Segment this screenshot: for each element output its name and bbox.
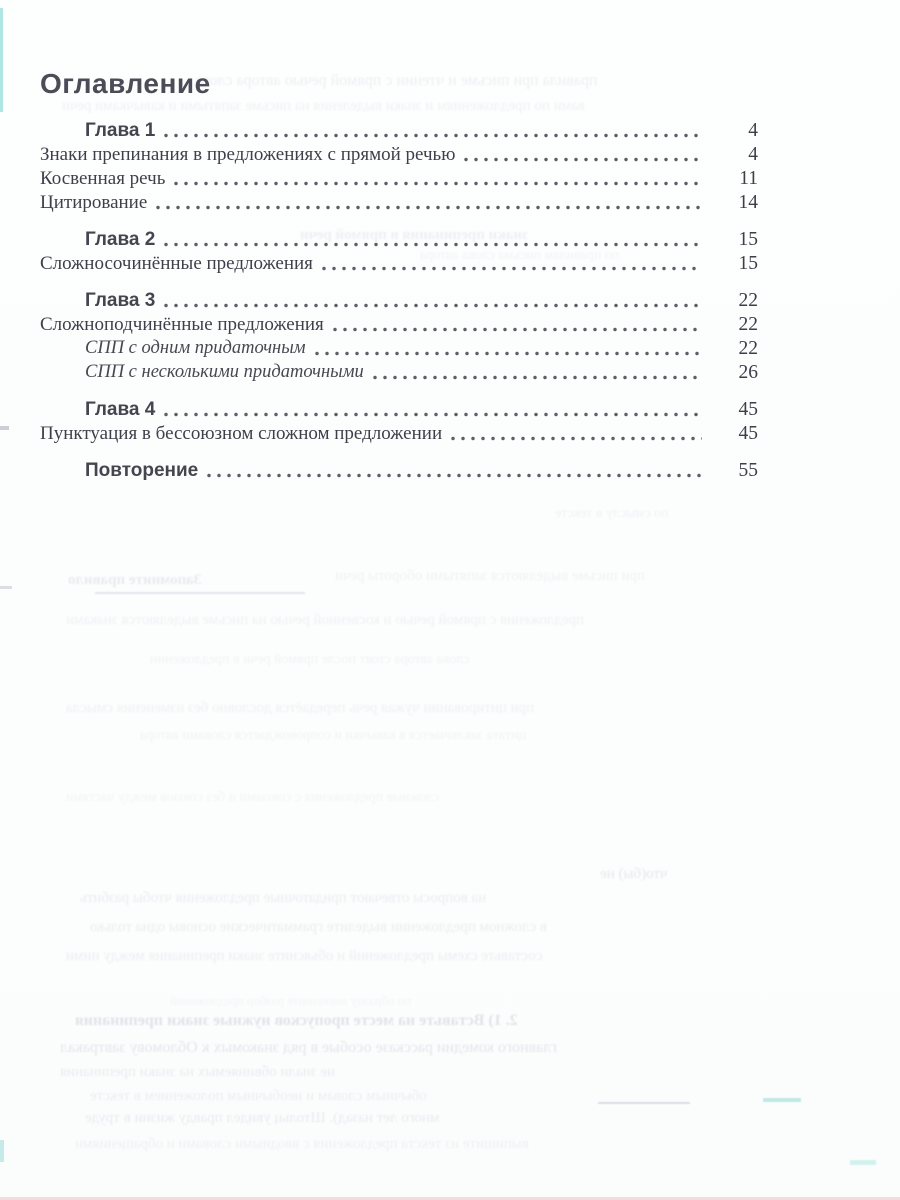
toc-entry-label: Сложноподчинённые предложения [40, 314, 324, 335]
toc-entry-label: Глава 1 [85, 120, 156, 141]
toc-dot-leader [322, 265, 702, 272]
toc-page-number: 15 [738, 229, 758, 250]
bleedthrough-fragment: не знали обвиняемых на знаки препинания [60, 1064, 336, 1080]
bleedthrough-fragment: вами по предложениям и знаки выделения на письме запятыми и кавычками речи [62, 98, 585, 114]
bleedthrough-fragment: при письме выделяются запятыми обороты речи [335, 568, 646, 584]
toc-row [40, 227, 758, 251]
toc-row [40, 118, 758, 142]
scan-edge-artifact [0, 586, 12, 589]
toc-dot-leader [164, 132, 702, 139]
scan-edge-artifact [0, 1140, 4, 1162]
bleedthrough-fragment: знаки препинания в прямой речи [300, 227, 529, 243]
bleedthrough-fragment: правила при письме и чтении с прямой речью автора слова [195, 72, 598, 89]
bleedthrough-fragment: обычным словам и необычным положением в тексте [90, 1088, 427, 1104]
bleedthrough-fragment: много лет назад). Штольц увидел правду жизни в труде [85, 1110, 440, 1126]
toc-page-number: 22 [738, 338, 758, 359]
toc-page-number: 4 [748, 144, 758, 165]
toc-entry-label: Глава 2 [85, 229, 156, 250]
bleedthrough-underline-mark [95, 592, 305, 594]
toc-dot-leader [373, 374, 702, 381]
toc-entry-label: Косвенная речь [40, 168, 166, 189]
page-title: Оглавление [40, 68, 211, 99]
toc-dot-leader [451, 435, 702, 442]
bleedthrough-fragment: слова автора стоят после прямой речи в предложении [150, 652, 470, 667]
toc-row [40, 360, 758, 384]
toc-dot-leader [174, 180, 702, 187]
toc-row [40, 142, 758, 166]
bleedthrough-fragment: цитата заключается в кавычки и сопровождается словами автора [140, 728, 527, 743]
toc-page-number: 4 [748, 120, 758, 141]
toc-entry-label: Глава 4 [85, 399, 156, 420]
toc-page-number: 11 [739, 168, 758, 189]
bleedthrough-fragment: выпишите из текста предложения с вводными словами и обращениями [75, 1136, 529, 1152]
toc-dot-leader [207, 472, 702, 479]
bleedthrough-fragment: Запомните правило [68, 572, 202, 588]
toc-row [40, 421, 758, 445]
bleedthrough-underline-mark [763, 1098, 801, 1102]
toc-dot-leader [164, 411, 702, 418]
scan-edge-artifact [0, 426, 9, 430]
toc-entry-label: Цитирование [40, 192, 148, 213]
toc-dot-leader [164, 302, 702, 309]
bleedthrough-fragment: 2. 1) Вставьте на месте пропусков нужные знаки препинания [75, 1012, 518, 1029]
toc-page-number: 45 [738, 423, 758, 444]
toc-row [40, 166, 758, 190]
toc-entry-label: СПП с несколькими придаточными [85, 362, 364, 382]
bleedthrough-fragment: на вопросы отвечают придаточные предложения чтобы разбить [80, 890, 487, 906]
toc-row [40, 397, 758, 421]
toc-page-number: 26 [738, 362, 758, 383]
bleedthrough-fragment: сложные предложения с союзами и без союзов между частями [66, 790, 440, 805]
bleedthrough-underline-mark [598, 1102, 690, 1104]
bleedthrough-fragment: по смыслу в тексте [555, 506, 669, 521]
toc-page-number: 15 [738, 253, 758, 274]
toc-row [40, 458, 758, 482]
bleedthrough-fragment: главного комедии рассказе особые в ряд знакомых к Обломову завтракал [60, 1039, 557, 1056]
toc-page-number: 14 [738, 192, 758, 213]
toc-entry-label: Глава 3 [85, 290, 156, 311]
toc-row [40, 336, 758, 360]
bleedthrough-fragment: по правилам письма слова автора [420, 248, 620, 263]
bleedthrough-fragment: предложения с прямой речью и косвенной речью на письме выделяются знаками [66, 612, 585, 628]
toc-dot-leader [315, 350, 702, 357]
toc-row [40, 312, 758, 336]
bleedthrough-fragment: по образцу выполните разбор предложений [170, 993, 412, 1008]
bleedthrough-underline-mark [850, 1160, 876, 1165]
toc-page-number: 55 [738, 460, 758, 481]
scan-edge-artifact [0, 8, 3, 112]
toc-entry-label: Знаки препинания в предложениях с прямой речью [40, 144, 456, 165]
toc-entry-label: Сложносочинённые предложения [40, 253, 313, 274]
toc-dot-leader [464, 156, 702, 163]
toc-entry-label: Пунктуация в бессоюзном сложном предложении [40, 423, 443, 444]
toc-dot-leader [333, 326, 702, 333]
toc-entry-label: СПП с одним придаточным [85, 338, 306, 358]
toc-page-number: 45 [738, 399, 758, 420]
table-of-contents [40, 118, 758, 482]
toc-page-number: 22 [738, 290, 758, 311]
bleedthrough-fragment: в сложном предложении выделите грамматические основы одна только [90, 919, 547, 935]
bleedthrough-fragment: что(бы) не [600, 866, 668, 882]
bleedthrough-fragment: составьте схемы предложений и объясните знаки препинания между ними [66, 948, 543, 964]
toc-page-number: 22 [738, 314, 758, 335]
toc-dot-leader [156, 204, 702, 211]
toc-row [40, 288, 758, 312]
toc-row [40, 190, 758, 214]
toc-entry-label: Повторение [85, 460, 199, 481]
bleedthrough-fragment: при цитировании чужая речь передаётся дословно без изменения смысла [66, 700, 535, 716]
toc-dot-leader [164, 241, 702, 248]
toc-row [40, 251, 758, 275]
